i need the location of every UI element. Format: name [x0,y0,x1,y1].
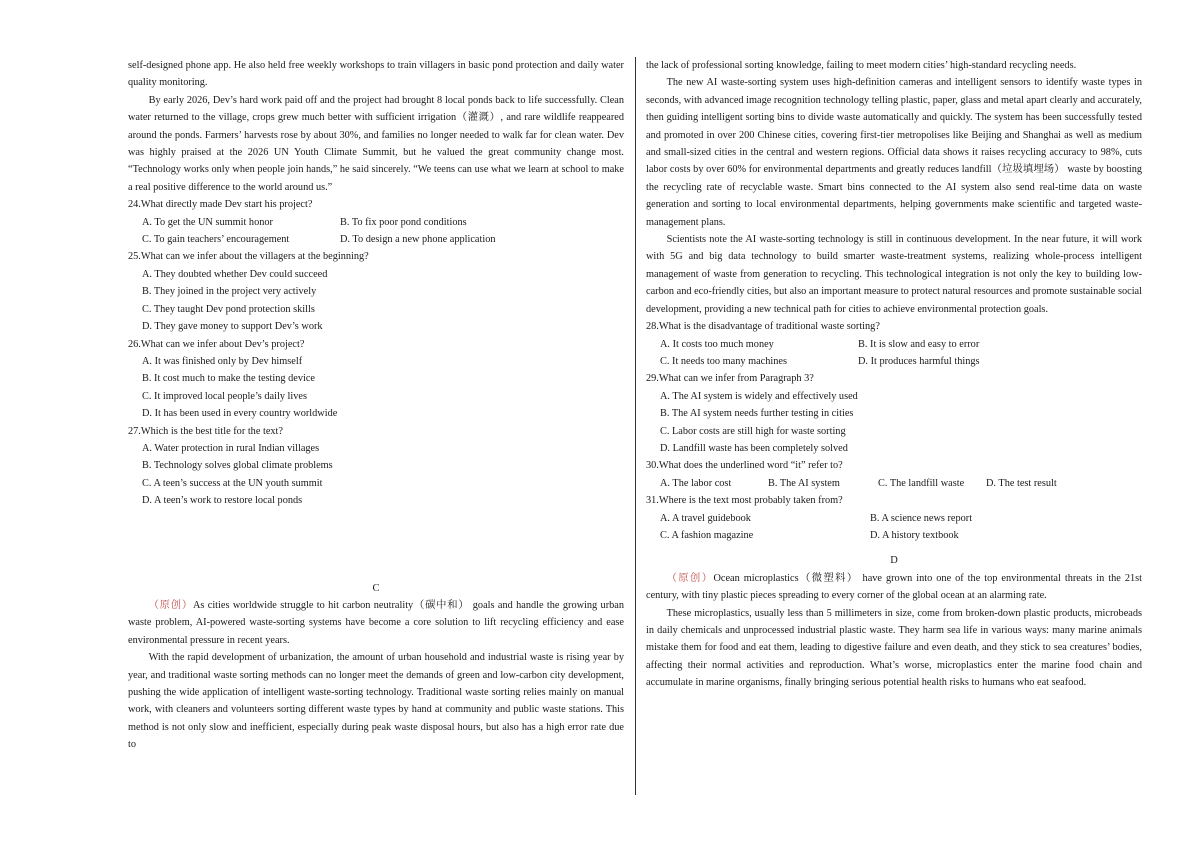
blank-space [128,510,624,580]
option-d: D. It has been used in every country worldwide [142,408,338,420]
option-row [646,527,1142,544]
question-31 [646,492,1142,544]
option-d: D. The test result [986,477,1057,489]
question-24 [128,196,624,248]
option-row [646,475,1142,492]
option-d: D. To design a new phone application [340,234,496,246]
section-c-heading: C [372,582,380,594]
option-a: A. The AI system is widely and effectively used [660,390,858,402]
passage-c-paragraph-2: With the rapid development of urbanization, the amount of urban household and industrial waste is rising year by year, and traditional waste sorting methods can no longer meet the demands of green and low-carbon city development, pushing the wide application of intelligent waste-sorting technology. Traditional waste sorting relies mainly on manual work, with cleaners and volunteers sorting different waste types by hand at community and public waste stations. This method is not only slow and inefficient, especially during peak waste disposal hours, but also has a high error rate due to [128,652,624,751]
option-a: A. They doubted whether Dev could succeed [142,268,328,280]
passage-d-paragraph-2: These microplastics, usually less than 5 millimeters in size, come from broken-down plastic products, microbeads in daily chemicals and unprocessed industrial plastic waste. They harm sea life in various ways: many marine animals mistake them for food and eat them, leading to digestive failure and even death, and they stick to sea creatures’ bodies, affecting their normal activities and reproduction. What’s worse, microplastics enter the marine food chain and accumulate in marine organisms, finally bringing serious potential health risks to humans who eat seafood. [646,607,1142,689]
option-c: C. The landfill waste [878,477,965,489]
question-stem: 29.What can we infer from Paragraph 3? [646,373,814,385]
passage-b-result-paragraph: By early 2026, Dev’s hard work paid off and the project had brought 8 local ponds back to life successfully. Clean water returned to the village, crops grew much better with sufficient irrigation（灌溉）, and rare wildlife reappeared around the ponds. Farmers’ harvests rose by about 30%, and families no longer needed to walk far for clean water. Dev was highly praised at the 2026 UN Youth Climate Summit, but he valued the great community change most. “Technology works only when people join hands,” he said sincerely. “We teens can use what we learn at school to make a real positive difference to the world around us.” [128,94,624,193]
question-29 [646,370,1142,457]
option-d: D. They gave money to support Dev’s work [142,321,323,333]
right-column [646,57,1142,692]
passage-b-intro-paragraph: self-designed phone app. He also held free weekly workshops to train villagers in basic pond protection and daily water quality monitoring. [128,60,624,89]
question-25 [128,248,624,335]
question-stem: 26.What can we infer about Dev’s project? [128,338,305,350]
option-d: D. It produces harmful things [858,355,980,367]
option-d: D. A history textbook [870,529,959,541]
option-b: B. It cost much to make the testing device [142,373,316,385]
question-30 [646,457,1142,492]
passage-d-paragraph-1 [646,570,1142,605]
question-stem: 28.What is the disadvantage of traditional waste sorting? [646,321,880,333]
question-26 [128,336,624,423]
passage-c-paragraph-3: The new AI waste-sorting system uses high-definition cameras and intelligent sensors to identify waste types in seconds, with advanced image recognition technology telling plastic, paper, glass and metal apart clearly and accurately, then guiding intelligent sorting bins to divide waste automatically and quickly. The system has been successfully tested and promoted in over 200 Chinese cities, covering first-tier metropolises like Beijing and Shanghai as well as medium and small-sized cities in the central and western regions. Official data shows it raises recycling accuracy to 98%, cuts labor costs by over 60% for environmental departments and greatly reduces landfill（垃圾填埋场） waste by boosting the recycling rate of recyclable waste. Smart bins connected to the AI system also send real-time data on waste generation and sorting to local environmental departments, helping governments make scientific and targeted waste-management plans. [646,77,1142,228]
option-d: D. Landfill waste has been completely solved [660,442,848,454]
option-d: D. A teen’s work to restore local ponds [142,495,303,507]
option-row [646,336,1142,353]
passage-c-paragraph-4: Scientists note the AI waste-sorting technology is still in continuous development. In the near future, it will work with 5G and big data technology to build smarter waste-treatment systems, realizing whole-process intelligent management of waste from generation to recycling. This technological integration is not only the key to building low-carbon and eco-friendly cities, but also an important measure to protect natural resources and promote sustainable social development, providing a new technical path for cities to achieve environmental protection goals. [646,234,1142,315]
blank-space [646,544,1142,552]
passage-c-paragraph-1 [128,597,624,649]
question-stem: 24.What directly made Dev start his project? [128,199,313,211]
option-row [646,510,1142,527]
option-a: A. It was finished only by Dev himself [142,355,303,367]
option-c: C. A teen’s success at the UN youth summit [142,477,323,489]
option-c: C. It improved local people’s daily lives [142,390,308,402]
question-stem: 25.What can we infer about the villagers at the beginning? [128,251,369,263]
passage-text: As cities worldwide struggle to hit carbon neutrality（碳中和） goals and handle the growing urban waste problem, AI-powered waste-sorting systems have become a core solution to lift recycling efficiency and ease environmental pressure in recent years. [128,599,624,646]
question-27 [128,423,624,510]
option-c: C. It needs too many machines [660,355,787,367]
passage-c-continued: the lack of professional sorting knowledge, failing to meet modern cities’ high-standard recycling needs. [646,60,1077,71]
option-c: C. They taught Dev pond protection skills [142,303,315,315]
original-tag: （原创） [148,599,193,611]
question-28 [646,318,1142,370]
option-b: B. To fix poor pond conditions [340,216,467,228]
option-a: A. The labor cost [660,477,732,489]
question-stem: 30.What does the underlined word “it” refer to? [646,460,843,472]
original-tag: （原创） [666,572,714,584]
option-row [646,353,1142,370]
option-row [128,214,624,231]
option-c: C. To gain teachers’ encouragement [142,234,290,246]
column-divider [635,57,636,795]
option-b: B. They joined in the project very actively [142,286,317,298]
option-c: C. A fashion magazine [660,529,754,541]
option-b: B. The AI system needs further testing in cities [660,408,854,420]
option-a: A. Water protection in rural Indian villages [142,442,320,454]
option-a: A. To get the UN summit honor [142,216,273,228]
question-stem: 27.Which is the best title for the text? [128,425,283,437]
option-a: A. A travel guidebook [660,512,751,524]
option-row [128,231,624,248]
option-c: C. Labor costs are still high for waste sorting [660,425,846,437]
section-d-heading: D [890,555,898,567]
option-b: B. It is slow and easy to error [858,338,980,350]
option-b: B. The AI system [768,477,840,489]
passage-text: Ocean microplastics（微塑料） have grown into one of the top environmental threats in the 21st century, with tiny plastic pieces spreading to every corner of the global ocean at an alarming rate. [646,572,1143,602]
option-a: A. It costs too much money [660,338,774,350]
question-stem: 31.Where is the text most probably taken from? [646,495,843,507]
left-column [128,57,624,754]
option-b: B. A science news report [870,512,973,524]
option-b: B. Technology solves global climate problems [142,460,333,472]
